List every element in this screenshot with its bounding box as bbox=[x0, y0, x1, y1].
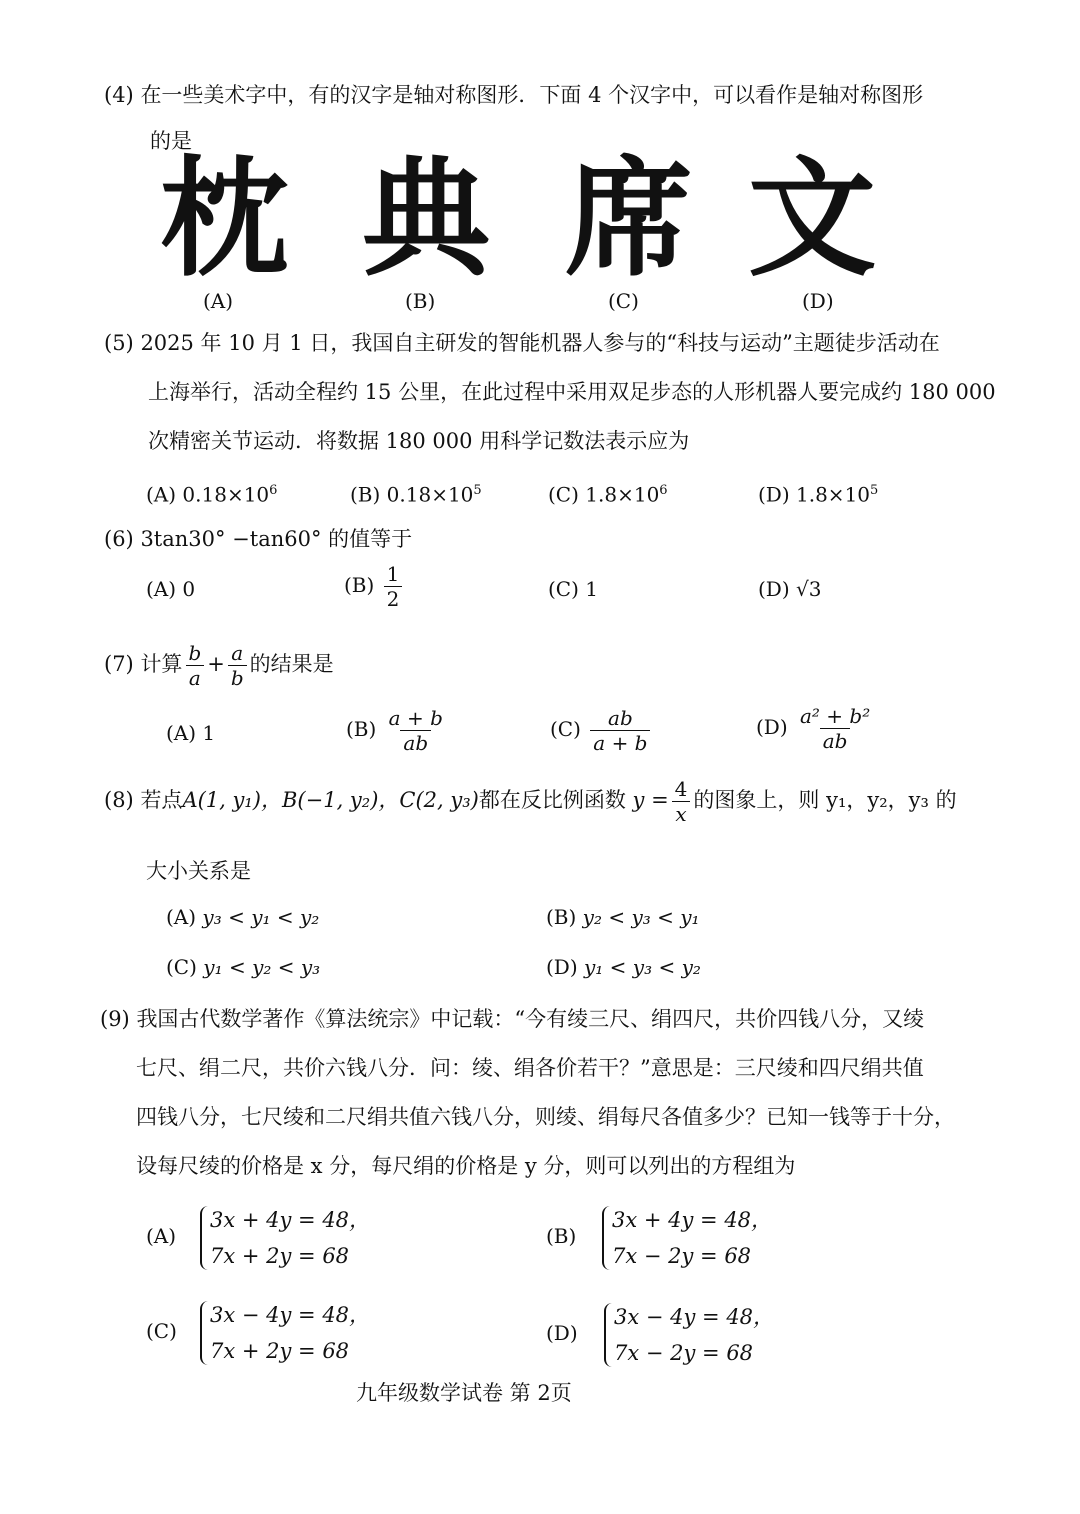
q8-option-d bbox=[546, 952, 701, 982]
q8-fn-fraction bbox=[672, 777, 691, 826]
q6-option-d bbox=[758, 574, 821, 604]
q4-char-a: 枕 bbox=[160, 145, 289, 294]
q5-option-c bbox=[548, 476, 668, 510]
option-base: 0.18×10 bbox=[386, 482, 474, 507]
option-value: 1 bbox=[202, 721, 216, 745]
q9-option-d-system bbox=[614, 1299, 774, 1371]
option-fraction bbox=[590, 706, 650, 755]
option-value: √3 bbox=[796, 577, 822, 601]
option-label: (D) bbox=[758, 577, 790, 601]
q5-option-d bbox=[758, 476, 878, 510]
q8-line1 bbox=[104, 772, 957, 828]
q9-stem-line1: 我国古代数学著作《算法统宗》中记载：“今有绫三尺、绢四尺，共价四钱八分，又绫 bbox=[136, 1007, 925, 1031]
q9-option-d-label: (D) bbox=[546, 1321, 578, 1345]
q4-char-b: 典 bbox=[362, 145, 491, 294]
option-exponent: 6 bbox=[269, 483, 278, 498]
fraction-numerator: a bbox=[231, 641, 244, 665]
q7-line bbox=[104, 636, 334, 692]
q8-option-a bbox=[166, 902, 319, 932]
q9-option-c-label: (C) bbox=[146, 1319, 177, 1343]
q8-fn-lhs: y = bbox=[632, 788, 669, 812]
equation-2: 7x − 2y = 68 bbox=[614, 1341, 754, 1365]
q9-line1 bbox=[100, 1004, 924, 1034]
q7-fraction-1 bbox=[185, 641, 204, 690]
option-fraction bbox=[384, 562, 403, 611]
q8-points: A(1, y₁)，B(−1, y₂)，C(2, y₃) bbox=[182, 788, 479, 812]
option-label: (A) bbox=[166, 905, 197, 929]
q5-number: (5) bbox=[104, 331, 134, 355]
q9-number: (9) bbox=[100, 1007, 130, 1031]
q9-line4: 设每尺绫的价格是 x 分，每尺绢的价格是 y 分，则可以列出的方程组为 bbox=[136, 1154, 796, 1178]
fraction-denominator: x bbox=[672, 801, 689, 826]
q5-option-a bbox=[146, 476, 277, 510]
option-label: (C) bbox=[166, 955, 197, 979]
option-fraction bbox=[386, 706, 446, 755]
q4-label-b: (B) bbox=[405, 289, 436, 313]
q5-line1 bbox=[104, 328, 940, 358]
q8-mid: 都在反比例函数 bbox=[478, 788, 626, 812]
option-exponent: 5 bbox=[473, 483, 482, 498]
option-base: 1.8×10 bbox=[796, 482, 871, 507]
fraction-numerator: b bbox=[188, 641, 202, 665]
option-label: (B) bbox=[546, 905, 577, 929]
option-label: (B) bbox=[350, 482, 381, 507]
q7-plus: + bbox=[207, 652, 225, 676]
q4-char-d: 文 bbox=[748, 145, 877, 294]
q8-pre: 若点 bbox=[140, 788, 183, 812]
q6-option-b bbox=[344, 562, 405, 611]
q8-line2: 大小关系是 bbox=[146, 859, 251, 883]
equation-1: 3x + 4y = 48， bbox=[612, 1208, 773, 1232]
equation-1: 3x − 4y = 48， bbox=[614, 1305, 775, 1329]
q5-stem-line1: 2025 年 10 月 1 日，我国自主研发的智能机器人参与的“科技与运动”主题徒步活动在 bbox=[140, 331, 940, 355]
q8-option-b bbox=[546, 902, 700, 932]
fraction-denominator: a + b bbox=[590, 730, 650, 755]
equation-2: 7x + 2y = 68 bbox=[210, 1339, 350, 1363]
option-label: (D) bbox=[546, 955, 578, 979]
q9-line2: 七尺、绢二尺，共价六钱八分．问：绫、绢各价若干？”意思是：三尺绫和四尺绢共值 bbox=[136, 1056, 924, 1080]
q4-number: (4) bbox=[104, 83, 134, 107]
fraction-denominator: ab bbox=[820, 728, 851, 753]
page-footer: 九年级数学试卷 第 2页 bbox=[356, 1381, 572, 1405]
q6-line bbox=[104, 524, 412, 554]
q6-number: (6) bbox=[104, 527, 134, 551]
option-value: y₁ < y₃ < y₂ bbox=[584, 955, 701, 979]
q7-option-a bbox=[166, 718, 215, 748]
q4-line1 bbox=[104, 80, 923, 110]
q9-line3: 四钱八分，七尺绫和二尺绢共值六钱八分，则绫、绢每尺各值多少？已知一钱等于十分， bbox=[136, 1105, 955, 1129]
option-value: 1 bbox=[585, 577, 599, 601]
option-label: (A) bbox=[146, 482, 177, 507]
fraction-denominator: a bbox=[186, 665, 204, 690]
option-label: (B) bbox=[344, 573, 375, 597]
option-value: 0 bbox=[182, 577, 196, 601]
q8-post: 的图象上，则 y₁，y₂，y₃ 的 bbox=[693, 788, 957, 812]
q5-option-b bbox=[350, 476, 482, 510]
option-label: (C) bbox=[548, 482, 579, 507]
q4-label-a: (A) bbox=[203, 289, 234, 313]
q7-option-c bbox=[550, 706, 653, 755]
equation-1: 3x + 4y = 48， bbox=[210, 1208, 371, 1232]
option-exponent: 5 bbox=[870, 483, 879, 498]
option-label: (D) bbox=[756, 715, 788, 739]
equation-2: 7x + 2y = 68 bbox=[210, 1244, 350, 1268]
q6-stem: 3tan30° −tan60° 的值等于 bbox=[140, 527, 413, 551]
option-value: y₂ < y₃ < y₁ bbox=[582, 905, 700, 929]
fraction-denominator: ab bbox=[400, 730, 431, 755]
fraction-numerator: ab bbox=[608, 706, 633, 730]
q7-option-b bbox=[346, 706, 449, 755]
q7-option-d bbox=[756, 704, 876, 753]
option-label: (B) bbox=[346, 717, 377, 741]
equation-2: 7x − 2y = 68 bbox=[612, 1244, 752, 1268]
q9-option-b-label: (B) bbox=[546, 1224, 577, 1248]
fraction-numerator: a² + b² bbox=[800, 704, 871, 728]
q9-option-a-label: (A) bbox=[146, 1224, 177, 1248]
option-label: (A) bbox=[166, 721, 197, 745]
q9-option-c-system bbox=[210, 1297, 370, 1369]
q8-option-c bbox=[166, 952, 320, 982]
q7-fraction-2 bbox=[228, 641, 247, 690]
fraction-numerator: 1 bbox=[386, 562, 400, 586]
option-label: (A) bbox=[146, 577, 177, 601]
option-label: (C) bbox=[550, 717, 581, 741]
fraction-numerator: a + b bbox=[388, 706, 443, 730]
fraction-denominator: 2 bbox=[384, 586, 403, 611]
q7-post: 的结果是 bbox=[249, 652, 334, 676]
option-fraction bbox=[797, 704, 873, 753]
q8-number: (8) bbox=[104, 788, 134, 812]
option-label: (C) bbox=[548, 577, 579, 601]
fraction-denominator: b bbox=[228, 665, 247, 690]
q5-line2: 上海举行，活动全程约 15 公里，在此过程中采用双足步态的人形机器人要完成约 180 000 bbox=[148, 380, 996, 404]
q4-stem-line1: 在一些美术字中，有的汉字是轴对称图形．下面 4 个汉字中，可以看作是轴对称图形 bbox=[140, 83, 924, 107]
option-base: 0.18×10 bbox=[182, 482, 270, 507]
q6-option-c bbox=[548, 574, 598, 604]
q4-label-c: (C) bbox=[608, 289, 639, 313]
q4-char-c: 席 bbox=[565, 145, 694, 294]
q5-line3: 次精密关节运动．将数据 180 000 用科学记数法表示应为 bbox=[148, 429, 690, 453]
option-label: (D) bbox=[758, 482, 790, 507]
q4-label-d: (D) bbox=[802, 289, 834, 313]
option-base: 1.8×10 bbox=[585, 482, 660, 507]
option-value: y₃ < y₁ < y₂ bbox=[202, 905, 320, 929]
q6-option-a bbox=[146, 574, 195, 604]
option-exponent: 6 bbox=[659, 483, 668, 498]
equation-1: 3x − 4y = 48， bbox=[210, 1303, 371, 1327]
q7-pre: 计算 bbox=[140, 652, 183, 676]
option-value: y₁ < y₂ < y₃ bbox=[203, 955, 321, 979]
q9-option-a-system bbox=[210, 1202, 370, 1274]
q9-option-b-system bbox=[612, 1202, 772, 1274]
q7-number: (7) bbox=[104, 652, 134, 676]
fraction-numerator: 4 bbox=[674, 777, 688, 801]
q4-line2: 的是 bbox=[150, 129, 192, 153]
